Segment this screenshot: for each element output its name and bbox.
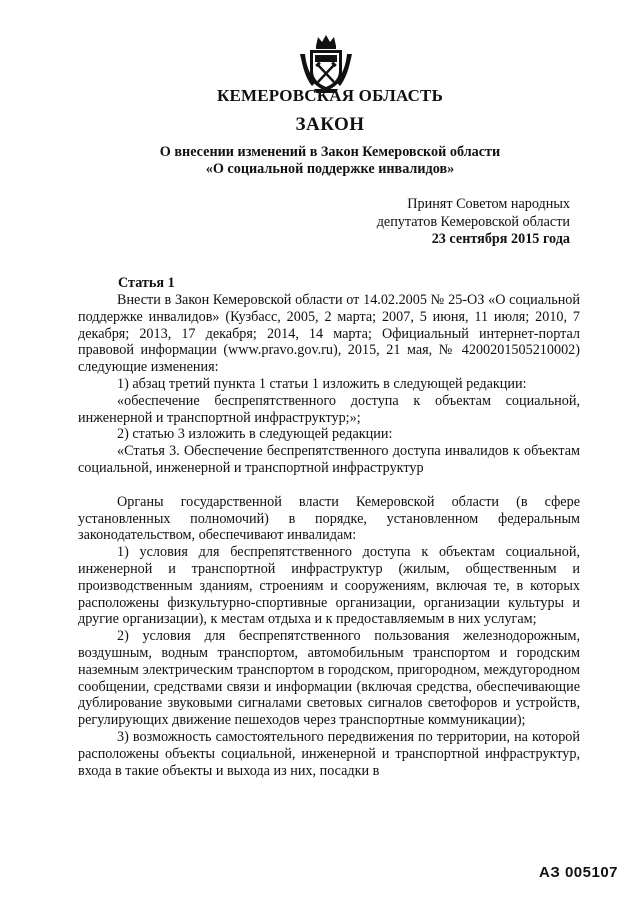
paragraph: 1) условия для беспрепятственного доступа к объектам социальной, инженерной и транспортной инфраструктур (жилым, общественным и производственным зданиям, строениям и сооружениям, включая те, в которых расположены физкультурно-спортивные организации, организации культуры и другие организации), к местам отдыха и к предоставляемым в них услугам;	[78, 544, 580, 628]
coat-of-arms-icon	[296, 32, 356, 94]
paragraph: Внести в Закон Кемеровской области от 14.02.2005 № 25-ОЗ «О социальной поддержке инвалидов» (Кузбасс, 2005, 2 марта; 2007, 5 июня, 11 июля; 2010, 7 декабря; 2013, 17 декабря; 2014, 14 марта; Официальный интернет-портал правовой информации (www.pravo.gov.ru), 2015, 21 мая, № 4200201505210002) следующие изменения:	[78, 292, 580, 376]
adoption-block	[377, 196, 570, 249]
form-code: АЗ 005107	[539, 864, 618, 881]
adoption-line-1: Принят Советом народных	[407, 196, 570, 212]
paragraph: 3) возможность самостоятельного передвижения по территории, на которой расположены объекты социальной, инженерной и транспортной инфраструктур, входа в такие объекты и выхода из них, посадки в	[78, 728, 580, 779]
region-heading: КЕМЕРОВСКАЯ ОБЛАСТЬ	[216, 86, 444, 105]
paragraph: 2) статью 3 изложить в следующей редакции:	[117, 426, 393, 443]
article-heading: Статья 1	[118, 275, 175, 291]
law-title-line-2: «О социальной поддержке инвалидов»	[205, 161, 455, 177]
paragraph: 1) абзац третий пункта 1 статьи 1 изложить в следующей редакции:	[117, 375, 527, 392]
paragraph: Органы государственной власти Кемеровской области (в сфере установленных полномочий) в порядке, установленном федеральным законодательством, обеспечивают инвалидам:	[78, 493, 580, 544]
paragraph: 2) условия для беспрепятственного пользования железнодорожным, воздушным, водным транспортом, автомобильным транспортом и городским наземным электрическим транспортом в городском, пригородном, междугородном сообщении, средствами связи и информации (включая средства, обеспечивающие дублирование звуковыми сигналами световых сигналов светофоров и устройств, регулирующих движение пешеходов через транспортные коммуникации);	[78, 628, 580, 729]
article-body	[78, 292, 580, 779]
paragraph: «Статья 3. Обеспечение беспрепятственного доступа инвалидов к объектам социальной, инженерной и транспортной инфраструктур	[78, 443, 580, 476]
adoption-date: 23 сентября 2015 года	[431, 231, 570, 247]
law-title-line-1: О внесении изменений в Закон Кемеровской области	[159, 144, 501, 160]
law-title	[40, 144, 620, 178]
adoption-line-2: депутатов Кемеровской области	[376, 213, 570, 230]
document-type-heading: ЗАКОН	[295, 114, 365, 135]
paragraph: «обеспечение беспрепятственного доступа к объектам социальной, инженерной и транспортной инфраструктур;»;	[78, 392, 580, 426]
